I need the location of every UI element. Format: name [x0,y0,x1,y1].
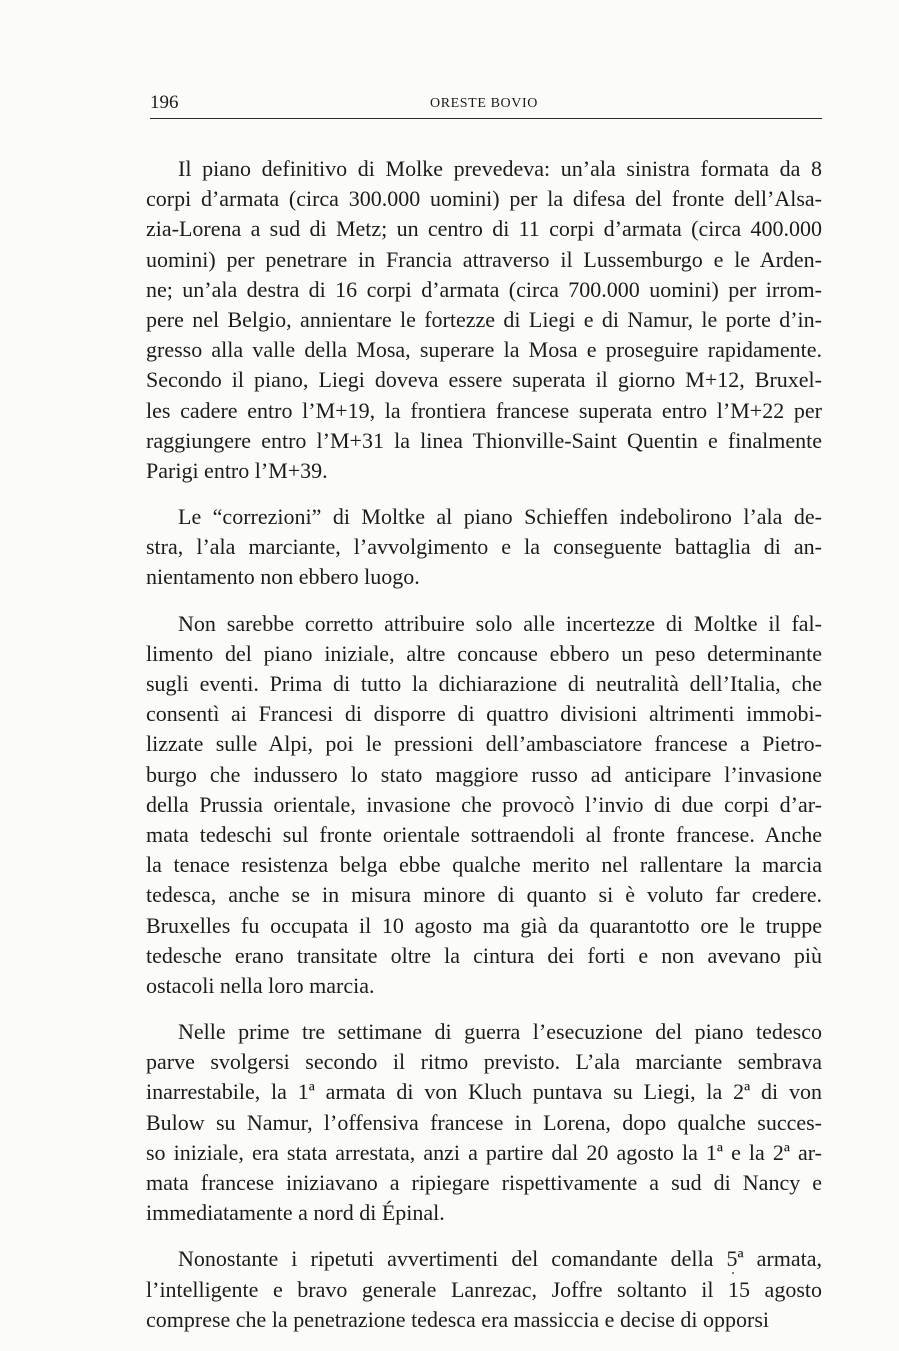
paragraph [146,502,822,593]
text-line: Secondo il piano, Liegi doveva essere superata il giorno M+12, Bruxel- [146,367,822,393]
text-line: ne; un’ala destra di 16 corpi d’armata (circa 700.000 uomini) per irrom- [146,276,822,302]
text-line: Bruxelles fu occupata il 10 agosto ma già da quarantotto ore le truppe [146,912,822,938]
text-line: zia-Lorena a sud di Metz; un centro di 11 corpi d’armata (circa 400.000 [146,216,822,242]
text-line: comprese che la penetrazione tedesca era massiccia e decise di opporsi [146,1306,770,1332]
text-line: la tenace resistenza belga ebbe qualche merito nel rallentare la marcia [146,852,822,878]
text-line: pere nel Belgio, annientare le fortezze di Liegi e di Namur, le porte d’in- [146,306,822,332]
text-line: mata francese iniziavano a ripiegare rispettivamente a sud di Nancy e [146,1170,822,1195]
paragraph [146,1017,822,1228]
text-line: Nonostante i ripetuti avvertimenti del comandante della 5ª armata, [178,1246,822,1272]
text-line: parve svolgersi secondo il ritmo previsto. L’ala marciante sembrava [146,1049,822,1075]
text-line: gresso alla valle della Mosa, superare la Mosa e proseguire rapidamente. [146,337,822,363]
page-number: 196 [150,92,179,113]
text-line: les cadere entro l’M+19, la frontiera francese superata entro l’M+22 per [146,397,822,423]
text-line: inarrestabile, la 1ª armata di von Kluch puntava su Liegi, la 2ª di von [146,1079,822,1105]
paragraph [146,609,822,1001]
running-head-author: ORESTE BOVIO [430,96,538,111]
text-line: mata tedeschi sul fronte orientale sottraendoli al fronte francese. Anche [146,821,822,847]
text-line: l’intelligente e bravo generale Lanrezac, Joffre soltanto il 15 agosto [146,1276,822,1302]
text-line: Non sarebbe corretto attribuire solo alle incertezze di Moltke il fal- [178,610,822,636]
text-line: della Prussia orientale, invasione che provocò l’invio di due corpi d’ar- [146,791,822,817]
text-line: immediatamente a nord di Épinal. [146,1200,445,1226]
text-line: so iniziale, era stata arrestata, anzi a partire dal 20 agosto la 1ª e la 2ª ar- [146,1139,822,1165]
text-line: ostacoli nella loro marcia. [146,972,375,998]
text-line: stra, l’ala marciante, l’avvolgimento e la conseguente battaglia di an- [146,534,822,560]
text-line: Nelle prime tre settimane di guerra l’esecuzione del piano tedesco [178,1019,822,1045]
text-line: Bulow su Namur, l’offensiva francese in Lorena, dopo qualche succes- [146,1109,822,1135]
text-line: burgo che indussero lo stato maggiore russo ad anticipare l’invasione [146,761,822,787]
paragraph [146,1244,822,1335]
text-line: limento del piano iniziale, altre concause ebbero un peso determinante [146,640,822,666]
text-line: sugli eventi. Prima di tutto la dichiarazione di neutralità dell’Italia, che [146,671,822,696]
text-line: lizzate sulle Alpi, poi le pressioni dell’ambasciatore francese a Pietro- [146,731,822,757]
text-line: consentì ai Francesi di disporre di quattro divisioni altrimenti immobi- [146,701,822,727]
paragraph [146,154,822,486]
text-line: nientamento non ebbero luogo. [146,564,420,590]
body-text [146,154,822,1351]
text-line: uomini) per penetrare in Francia attraverso il Lussemburgo e le Arden- [146,246,822,272]
text-line: tedesca, anche se in misura minore di quanto si è voluto far credere. [146,882,822,908]
text-line: tedesche erano transitate oltre la cintura dei forti e non avevano più [146,942,822,968]
running-header [150,92,822,119]
text-line: Parigi entro l’M+39. [146,457,328,483]
text-line: corpi d’armata (circa 300.000 uomini) per la difesa del fronte dell’Alsa- [146,186,822,212]
text-line: Il piano definitivo di Molke prevedeva: un’ala sinistra formata da 8 [178,156,822,181]
text-line: Le “correzioni” di Moltke al piano Schieffen indebolirono l’ala de- [178,504,822,530]
page-speck [732,1272,734,1274]
text-line: raggiungere entro l’M+31 la linea Thionville-Saint Quentin e finalmente [146,427,822,453]
